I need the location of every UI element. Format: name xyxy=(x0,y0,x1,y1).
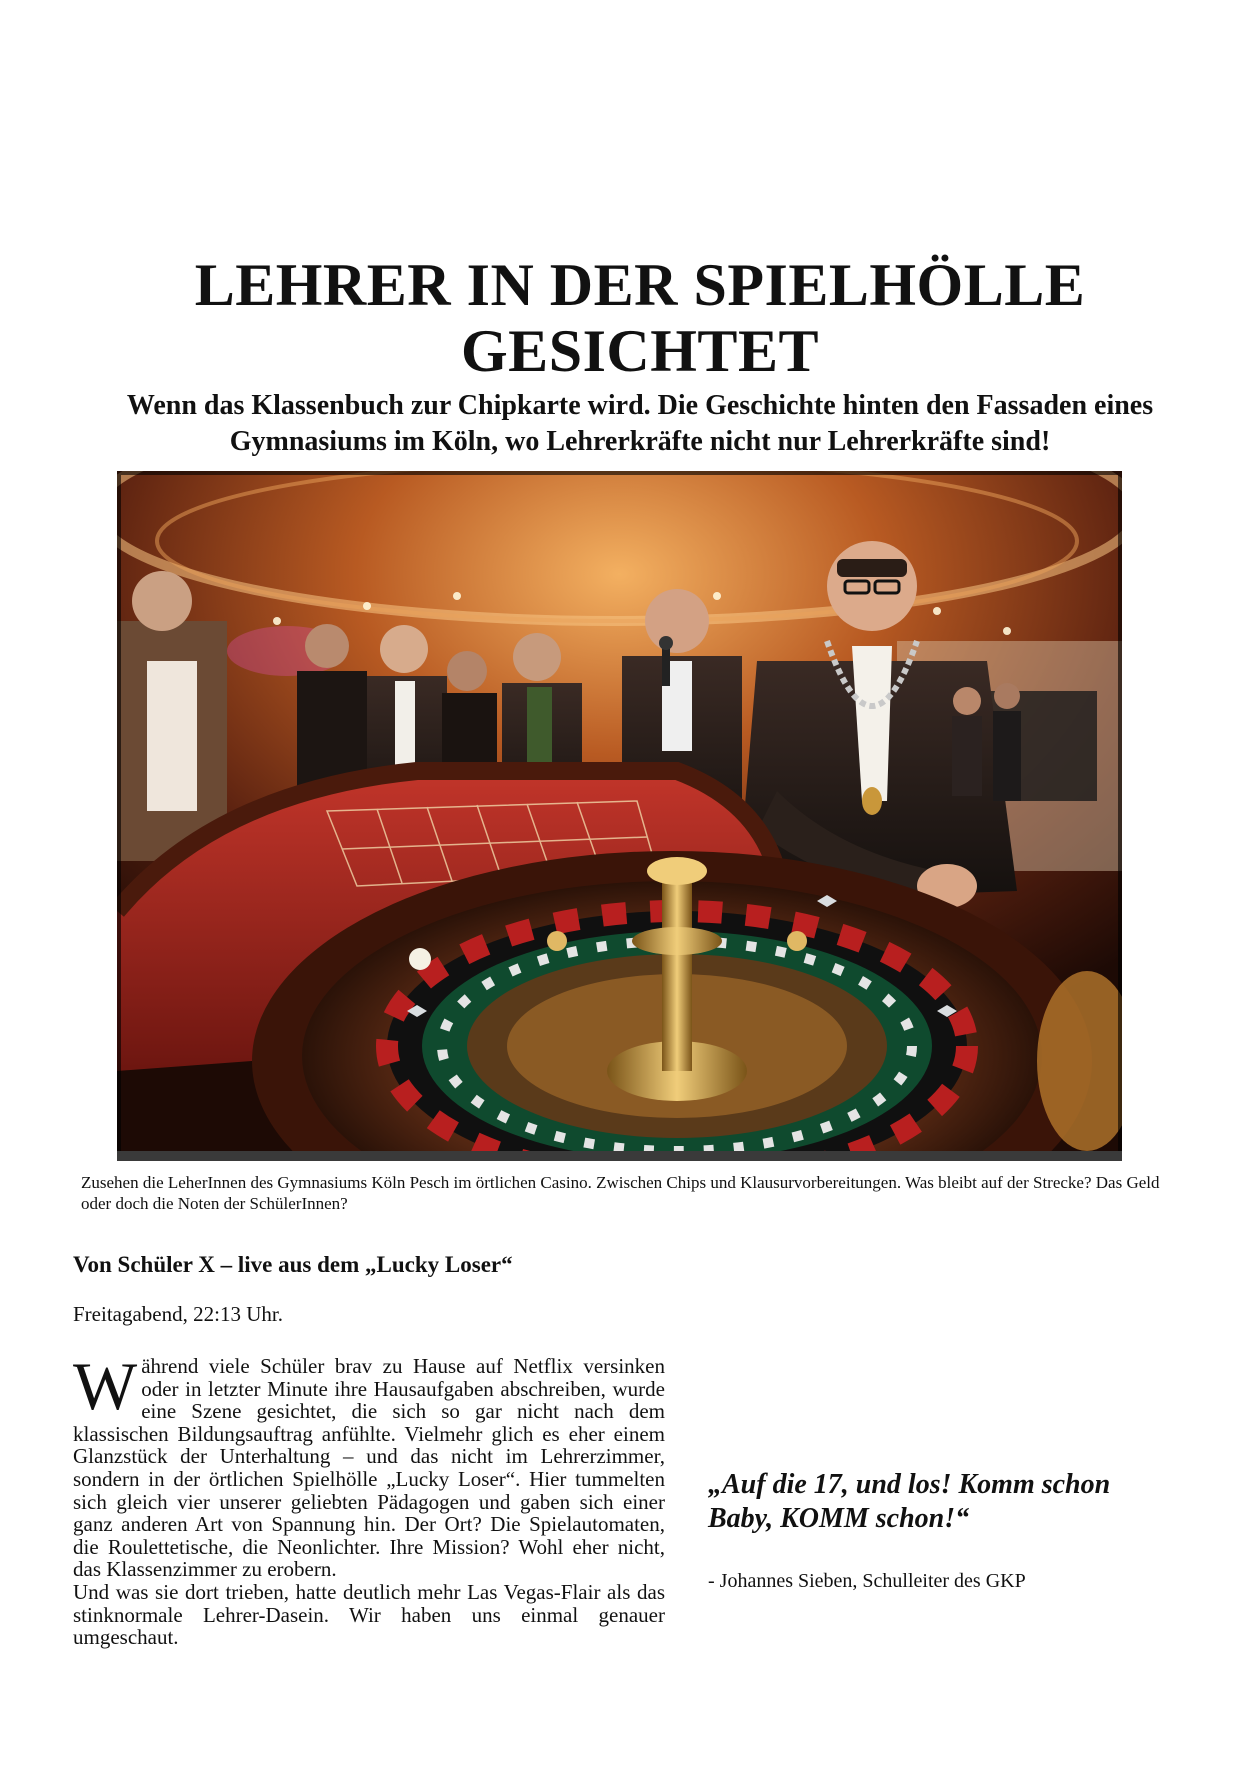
casino-scene-illustration xyxy=(117,471,1122,1161)
body-paragraph-2: Und was sie dort trieben, hatte deutlich mehr Las Vegas-Flair als das stinknormale Lehrer-Dasein. Wir haben uns einmal genauer umgeschaut. xyxy=(73,1579,665,1650)
byline: Von Schüler X – live aus dem „Lucky Loser“ xyxy=(73,1252,513,1277)
dateline: Freitagabend, 22:13 Uhr. xyxy=(73,1302,283,1326)
subheadline: Wenn das Klassenbuch zur Chipkarte wird. Die Geschichte hinten den Fassaden eines Gymnasiums im Köln, wo Lehrerkräfte nicht nur Lehrerkräfte sind! xyxy=(126,390,1154,457)
headline: LEHRER IN DER SPIELHÖLLE GESICHTET xyxy=(194,252,1086,384)
body-paragraph-1: ährend viele Schüler brav zu Hause auf Netflix versinken oder in letzter Minute ihre Hausaufgaben abschreiben, wurde eine Szene gesichtet, die sich so gar nicht nach dem klassischen Bildungsauftrag anfühlte. Vielmehr glich es eher einem Glanzstück der Unterhaltung – und das nicht im Lehrerzimmer, sondern in der örtlichen Spielhölle „Lucky Loser“. Hier tummelten sich gleich vier unserer geliebten Pädagogen und gaben sich einer ganz anderen Art von Spannung hin. Der Ort? Die Spielautomaten, die Roulettetische, die Neonlichter. Ihre Mission? Wohl eher nicht, das Klassenzimmer zu erobern. xyxy=(73,1354,665,1582)
article-body xyxy=(73,1348,665,1650)
pull-quote-attribution: - Johannes Sieben, Schulleiter des GKP xyxy=(708,1570,1026,1592)
pull-quote: „Auf die 17, und los! Komm schon Baby, KOMM schon!“ xyxy=(708,1469,1111,1534)
casino-roulette-photo xyxy=(117,471,1122,1161)
image-caption: Zusehen die LeherInnen des Gymnasiums Köln Pesch im örtlichen Casino. Zwischen Chips und Klausurvorbereitungen. Was bleibt auf der Strecke? Das Geld oder doch die Noten der SchülerInnen? xyxy=(81,1173,1160,1213)
drop-cap: W xyxy=(73,1348,138,1424)
